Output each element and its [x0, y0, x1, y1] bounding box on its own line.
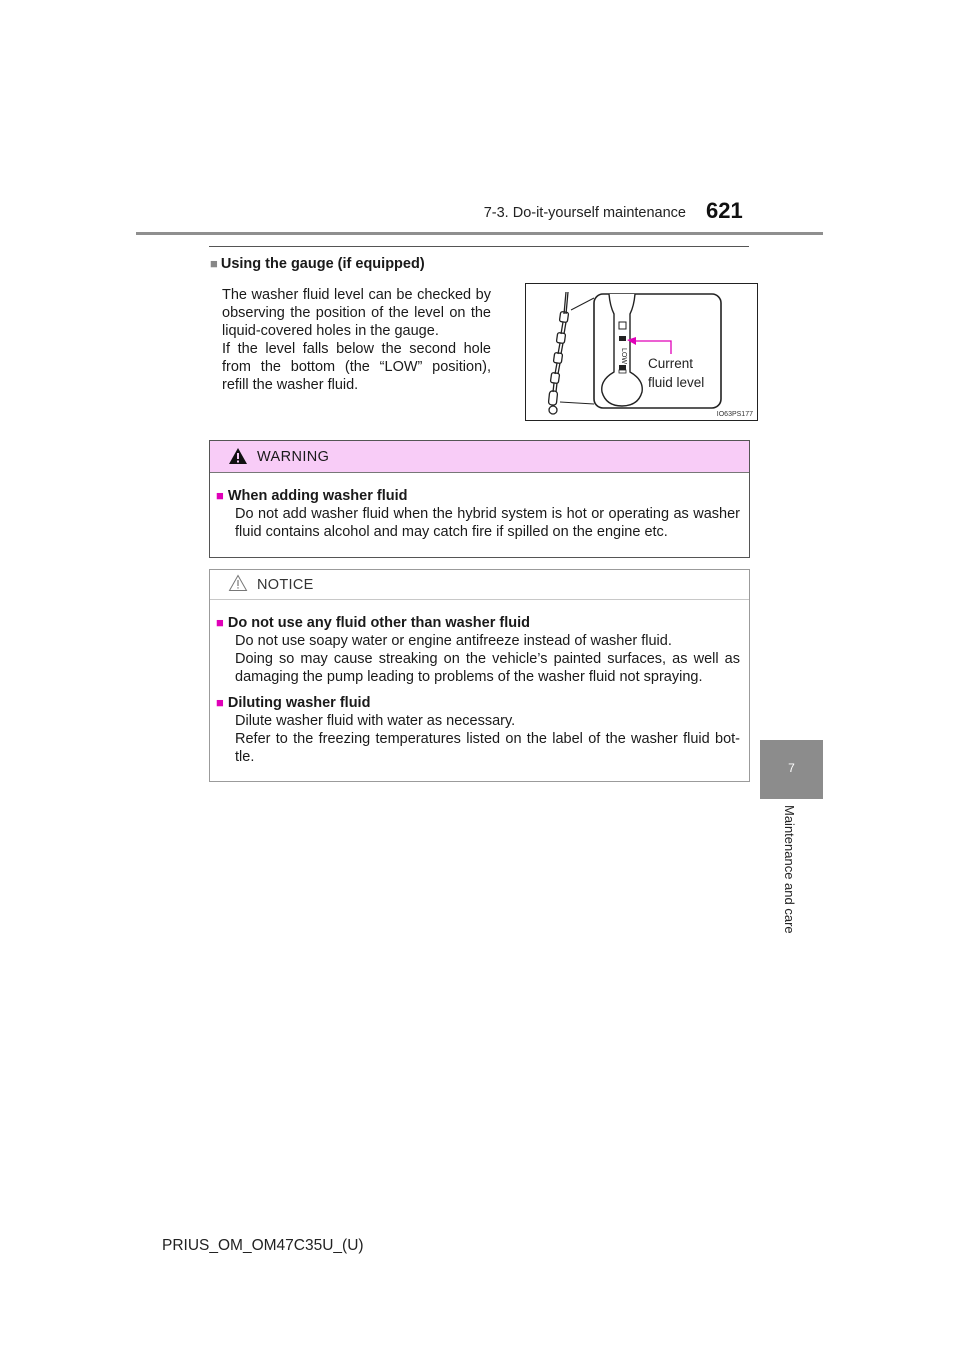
- warning-title: WARNING: [257, 449, 330, 465]
- callout-line: Current: [648, 356, 694, 371]
- intro-paragraph: If the level falls below the second hole from the bottom (the “LOW” position), refill the washer fluid.: [222, 341, 491, 393]
- chapter-title: Maintenance and care: [782, 805, 797, 934]
- header-rule: [136, 232, 823, 235]
- intro-paragraph: The washer fluid level can be checked by observing the position of the level on the liquid-covered holes in the gauge.: [222, 287, 491, 339]
- notice-body: [210, 600, 749, 766]
- gauge-illustration: [526, 284, 759, 422]
- bullet-square-icon: ■: [210, 256, 218, 271]
- notice-item-title-text: Do not use any fluid other than washer fluid: [227, 615, 530, 631]
- notice-item-line: Do not use soapy water or engine antifreeze instead of washer fluid.: [235, 633, 672, 649]
- footer-document-code: PRIUS_OM_OM47C35U_(U): [162, 1237, 364, 1254]
- notice-item-title: [216, 614, 740, 632]
- notice-triangle-icon: [228, 574, 248, 592]
- subsection-title: Using the gauge (if equipped): [220, 256, 425, 272]
- notice-box: [209, 569, 750, 782]
- chapter-tab: [760, 740, 823, 799]
- warning-box: [209, 440, 750, 558]
- header-section-title: 7-3. Do-it-yourself maintenance: [483, 205, 686, 221]
- notice-item-title-text: Diluting washer fluid: [227, 695, 371, 711]
- notice-title: NOTICE: [257, 577, 314, 593]
- callout-label: [648, 354, 704, 392]
- chapter-number: 7: [788, 761, 795, 775]
- bullet-square-icon: ■: [216, 695, 224, 710]
- warning-item-text: Do not add washer fluid when the hybrid system is hot or operating as washer fluid contains alcohol and may catch fire if spilled on the engine etc.: [235, 506, 740, 540]
- notice-item: [216, 614, 740, 686]
- warning-triangle-icon: [228, 447, 248, 465]
- warning-body: [210, 473, 749, 541]
- warning-header: [210, 441, 749, 473]
- bullet-square-icon: ■: [216, 488, 224, 503]
- callout-line: fluid level: [648, 375, 705, 390]
- figure-code: IO63PS177: [716, 411, 753, 418]
- dipstick-chain-icon: [548, 292, 568, 414]
- bullet-square-icon: ■: [216, 615, 224, 630]
- gauge-figure: [525, 283, 758, 421]
- page-number: 621: [706, 198, 743, 223]
- notice-item: [216, 694, 740, 766]
- notice-item-line: Dilute washer fluid with water as necessary.: [235, 713, 516, 729]
- notice-item-line: Refer to the freezing temperatures listed on the label of the washer fluid bot-tle.: [235, 731, 740, 765]
- intro-text: [222, 286, 491, 394]
- chapter-side-label: [780, 805, 800, 955]
- section-rule: [209, 246, 749, 247]
- warning-item-title-text: When adding washer fluid: [227, 488, 408, 504]
- notice-item-line: Doing so may cause streaking on the vehicle’s painted surfaces, as well as damaging the pump leading to problems of the washer fluid not spraying.: [235, 651, 740, 685]
- warning-item-title: [216, 487, 740, 505]
- notice-item-title: [216, 694, 740, 712]
- notice-header: [210, 570, 749, 600]
- subsection-heading: [210, 256, 425, 272]
- gauge-low-label: LOW: [620, 348, 627, 364]
